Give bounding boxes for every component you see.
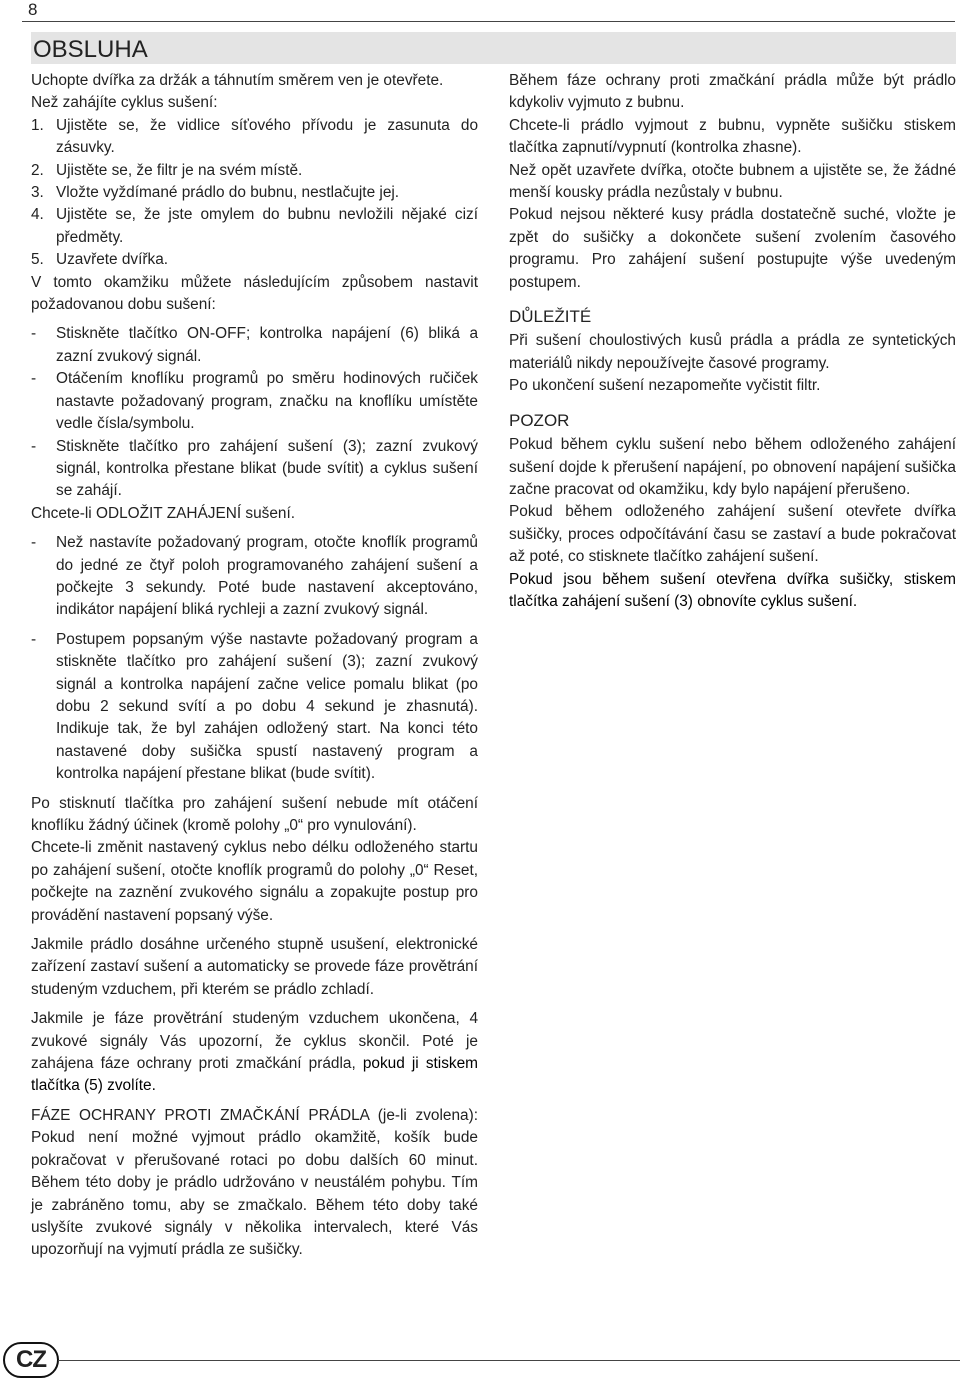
paragraph: Při sušení choulostivých kusů prádla a prádla ze syntetických materiálů nikdy nepoužívejte časové programy. (509, 332, 956, 372)
list-item-text: Stiskněte tlačítko pro zahájení sušení (3); zazní zvukový signál, kontrolka přestane blikat (bude svítit) a cyklus sušení se zahájí. (56, 437, 478, 500)
dash-marker: - (31, 630, 37, 648)
intro-text-2: Než zahájíte cyklus sušení: (31, 94, 218, 112)
step-number: 1. (31, 116, 44, 134)
paragraph: Pokud během cyklu sušení nebo během odloženého zahájení sušení dojde k přerušení napájení, po obnovení napájení sušička začne pracovat od okamžiku, kdy bylo napájení přerušeno. (509, 436, 956, 498)
list-item (31, 115, 478, 160)
paragraph-text: Jakmile je fáze provětrání studeným vzduchem ukončena, 4 zvukové signály Vás upozorní, že cyklus skončil. Poté je zahájena fáze ochrany proti zmačkání prádla, (31, 1010, 478, 1073)
step-text: Ujistěte se, že filtr je na svém místě. (56, 161, 303, 179)
page-number: 8 (28, 0, 38, 19)
paragraph: Chcete-li prádlo vyjmout z bubnu, vypněte sušičku stiskem tlačítka zapnutí/vypnutí (kontrolka zhasne). (509, 116, 956, 157)
paragraph: Chcete-li změnit nastavený cyklus nebo délku odloženého startu po zahájení sušení, otočte knoflík programů do polohy „0“ Reset, počkejte na zaznění zvukového signálu a zopakujte postup pro provádění nastavení popsaný výše. (31, 839, 478, 924)
paragraph: Po stisknutí tlačítka pro zahájení sušení nebude mít otáčení knoflíku žádný účinek (kromě polohy „0“ pro vynulování). (31, 794, 478, 834)
intro-text: Uchopte dvířka za držák a táhnutím směrem ven je otevřete. (31, 72, 444, 89)
paragraph: Po ukončení sušení nezapomeňte vyčistit filtr. (509, 377, 821, 395)
step-number: 4. (31, 206, 44, 224)
delay-intro: Chcete-li ODLOŽIT ZAHÁJENÍ sušení. (31, 504, 295, 522)
left-column (31, 70, 478, 1262)
dash-marker: - (31, 325, 37, 343)
anticrease-paragraph: FÁZE OCHRANY PROTI ZMAČKÁNÍ PRÁDLA (je-li zvolena): Pokud není možné vyjmout prádlo okamžitě, košík bude pokračovat v přerušované rotaci po dobu dalších 60 minut. Během této doby je prádlo udržováno v neustálém pohybu. Tím je zabráněno tomu, aby se zmačkalo. Během této doby také uslyšíte zvukové signály v několika intervalech, které Vás upozorňují na vyjmutí prádla ze sušičky. (31, 1106, 478, 1259)
important-heading: DŮLEŽITÉ (509, 307, 592, 327)
step-text: Ujistěte se, že vidlice síťového přívodu je zasunuta do zásuvky. (56, 116, 478, 157)
footer-rule (58, 1360, 960, 1361)
caution-heading: POZOR (509, 410, 570, 430)
list-item-text: Postupem popsaným výše nastavte požadovaný program a stiskněte tlačítko pro zahájení sušení (3); zazní zvukový signál a kontrolka napájení začne velice pomalu blikat (po dobu 2 sekund svítí a po dobu 4 sekund je zhasnutá). Indikuje tak, že byl zahájen odložený start. Na konci této nastavené doby sušička spustí nastavený program a kontrolka napájení přestane blikat (bude svítit). (56, 630, 478, 783)
list-item (31, 436, 478, 503)
paragraph: Pokud jsou během sušení otevřena dvířka sušičky, stiskem tlačítka zahájení sušení (3) obnovíte cyklus sušení. (509, 570, 956, 610)
paragraph: Než opět uzavřete dvířka, otočte bubnem a ujistěte se, že žádné menší kousky prádla nezůstaly v bubnu. (509, 161, 956, 202)
paragraph: Pokud nejsou některé kusy prádla dostatečně suché, vložte je zpět do sušičky a dokončete sušení zvolením časového programu. Pro zahájení sušení postupujte výše uvedeným postupem. (509, 206, 956, 291)
list-item (31, 204, 478, 249)
emphasis-text: pokud ji stiskem tlačítka (5) zvolíte. (31, 1055, 478, 1095)
dash-marker: - (31, 370, 37, 388)
list-item (31, 249, 478, 271)
section-title: OBSLUHA (33, 36, 148, 63)
list-item-text: Než nastavíte požadovaný program, otočte knoflík programů do jedné ze čtyř poloh programovaného zahájení sušení a počkejte 3 sekundy. Poté bude nastavení akceptováno, indikátor napájení bliká rychleji a zazní zvukový signál. (56, 534, 478, 619)
paragraph: Během fáze ochrany proti zmačkání prádla může být prádlo kdykoliv vyjmuto z bubnu. (509, 72, 956, 112)
country-code-badge: CZ (3, 1342, 59, 1378)
step-text: Uzavřete dvířka. (56, 251, 169, 269)
list-item (31, 532, 478, 622)
list-item (31, 368, 478, 435)
list-item (31, 323, 478, 368)
list-item (31, 629, 478, 786)
header-rule (22, 21, 955, 22)
list-item-text: Otáčením knoflíku programů po směru hodinových ručiček nastavte požadovaný program, značku na knoflíku umístěte vedle čísla/symbolu. (56, 370, 478, 433)
dash-marker: - (31, 437, 37, 455)
step-text: Ujistěte se, že jste omylem do bubnu nevložili nějaké cizí předměty. (56, 206, 478, 246)
step-number: 3. (31, 184, 44, 202)
list-item (31, 160, 478, 182)
paragraph: Jakmile prádlo dosáhne určeného stupně usušení, elektronické zařízení zastaví sušení a automaticky se provede fáze provětrání studeným vzduchem, při kterém se prádlo zchladí. (31, 936, 478, 998)
step-number: 5. (31, 251, 44, 269)
section-title-bar (31, 32, 956, 64)
dash-marker: - (31, 534, 37, 552)
right-column (509, 70, 956, 613)
list-item-text: Stiskněte tlačítko ON-OFF; kontrolka napájení (6) bliká a zazní zvukový signál. (56, 325, 478, 365)
paragraph (31, 1008, 478, 1098)
set-time-intro: V tomto okamžiku můžete následujícím způsobem nastavit požadovanou dobu sušení: (31, 273, 478, 314)
paragraph: Pokud během odloženého zahájení sušení otevřete dvířka sušičky, proces odpočítávání času se zastaví a bude pokračovat až poté, co stisknete tlačítko zahájení sušení. (509, 503, 956, 566)
steps-list (31, 115, 478, 272)
list-item (31, 182, 478, 204)
step-text: Vložte vyždímané prádlo do bubnu, nestlačujte jej. (56, 184, 400, 202)
step-number: 2. (31, 161, 44, 179)
